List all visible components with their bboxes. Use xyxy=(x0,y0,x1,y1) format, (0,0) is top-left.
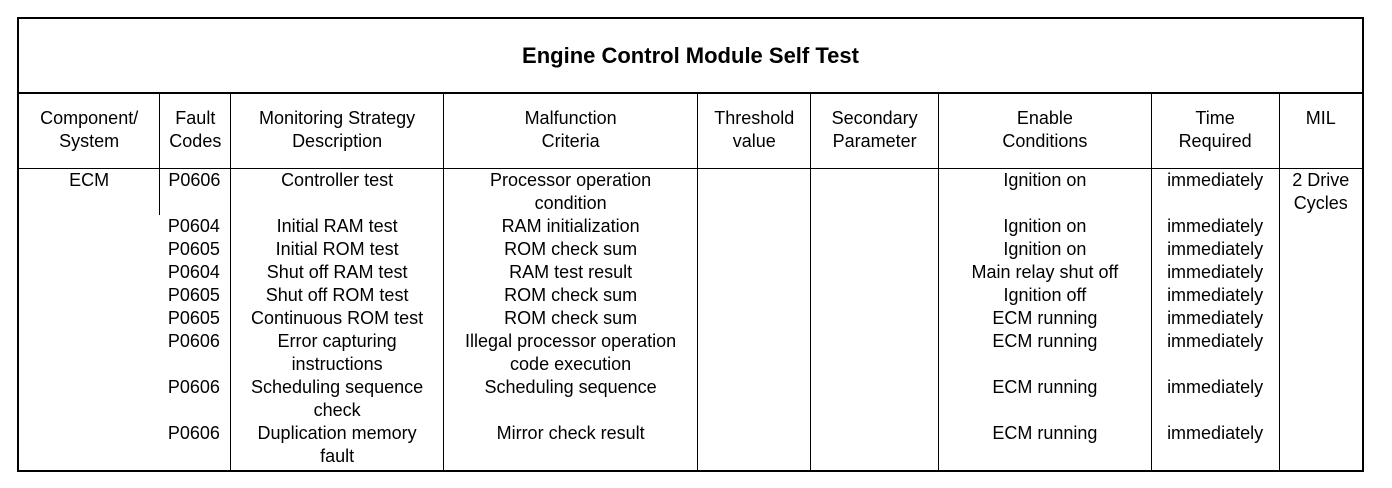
fault-code-cell: P0605 xyxy=(167,238,220,259)
monitoring-strategy-cell: Continuous ROM test xyxy=(231,307,444,330)
enable-conditions-cell: ECM running xyxy=(939,307,1152,330)
monitoring-strategy-cell: Duplication memory fault xyxy=(231,422,444,470)
time-required-cell: immediately xyxy=(1151,215,1279,238)
secondary-parameter-cell xyxy=(811,168,939,470)
malfunction-criteria-cell: RAM test result xyxy=(443,261,697,284)
time-required-cell: immediately xyxy=(1151,261,1279,284)
fault-code-cell: P0606 xyxy=(160,168,231,215)
malfunction-criteria-cell: ROM check sum xyxy=(443,284,697,307)
col-header-enable-conditions: Enable Conditions xyxy=(939,94,1152,168)
enable-conditions-cell: Ignition on xyxy=(939,215,1152,238)
col-header-component: Component/ System xyxy=(40,108,139,151)
threshold-cell xyxy=(698,168,811,470)
malfunction-criteria-cell: Scheduling sequence xyxy=(443,376,697,422)
mil-cell: 2 Drive Cycles xyxy=(1279,168,1362,470)
table-row xyxy=(19,215,1362,238)
monitoring-strategy-cell: Shut off RAM test xyxy=(231,261,444,284)
enable-conditions-cell: ECM running xyxy=(939,422,1152,470)
enable-conditions-cell: ECM running xyxy=(939,330,1152,376)
malfunction-criteria-cell: ROM check sum xyxy=(443,238,697,261)
monitoring-strategy-cell: Initial RAM test xyxy=(231,215,444,238)
malfunction-criteria-cell: ROM check sum xyxy=(443,307,697,330)
monitoring-strategy-cell: Error capturing instructions xyxy=(231,330,444,376)
enable-conditions-cell: Ignition off xyxy=(939,284,1152,307)
monitoring-strategy-cell: Controller test xyxy=(231,168,444,215)
malfunction-criteria-cell: Mirror check result xyxy=(443,422,697,470)
time-required-cell: immediately xyxy=(1151,307,1279,330)
time-required-cell: immediately xyxy=(1151,238,1279,261)
table-row xyxy=(19,307,1362,330)
col-header-threshold: Threshold value xyxy=(698,94,811,168)
time-required-cell: immediately xyxy=(1151,330,1279,376)
malfunction-criteria-cell: Illegal processor operation code execution xyxy=(443,330,697,376)
fault-code-cell: P0606 xyxy=(167,376,220,397)
col-header-malfunction-criteria: Malfunction Criteria xyxy=(443,94,697,168)
time-required-cell: immediately xyxy=(1151,376,1279,422)
table-row xyxy=(19,376,1362,422)
malfunction-criteria-cell: Processor operation condition xyxy=(443,168,697,215)
time-required-cell: immediately xyxy=(1151,422,1279,470)
time-required-cell: immediately xyxy=(1151,168,1279,215)
ecm-self-test-document xyxy=(17,17,1364,472)
table-row xyxy=(19,422,1362,470)
table-row xyxy=(19,168,1362,215)
col-header-fault-codes: Fault Codes xyxy=(160,94,231,168)
col-header-monitoring-strategy: Monitoring Strategy Description xyxy=(231,94,444,168)
col-header-secondary-parameter: Secondary Parameter xyxy=(811,94,939,168)
component-cell: ECM xyxy=(69,169,110,190)
enable-conditions-cell: Main relay shut off xyxy=(939,261,1152,284)
fault-code-cell: P0606 xyxy=(167,422,220,443)
time-required-cell: immediately xyxy=(1151,284,1279,307)
table-row xyxy=(19,330,1362,376)
enable-conditions-cell: Ignition on xyxy=(939,238,1152,261)
monitoring-strategy-cell: Initial ROM test xyxy=(231,238,444,261)
table-title: Engine Control Module Self Test xyxy=(19,19,1362,94)
fault-code-cell: P0606 xyxy=(167,330,220,351)
col-header-mil: MIL xyxy=(1279,94,1362,168)
monitoring-strategy-cell: Scheduling sequence check xyxy=(231,376,444,422)
table-row xyxy=(19,238,1362,261)
enable-conditions-cell: ECM running xyxy=(939,376,1152,422)
self-test-table xyxy=(19,94,1362,470)
table-row xyxy=(19,261,1362,284)
col-header-time-required: Time Required xyxy=(1151,94,1279,168)
fault-code-cell: P0604 xyxy=(167,261,220,282)
fault-code-cell: P0604 xyxy=(167,215,220,236)
table-body xyxy=(19,168,1362,470)
malfunction-criteria-cell: RAM initialization xyxy=(443,215,697,238)
enable-conditions-cell: Ignition on xyxy=(939,168,1152,215)
monitoring-strategy-cell: Shut off ROM test xyxy=(231,284,444,307)
fault-code-cell: P0605 xyxy=(167,284,220,305)
header-row xyxy=(19,94,1362,168)
fault-code-cell: P0605 xyxy=(167,307,220,328)
table-row xyxy=(19,284,1362,307)
